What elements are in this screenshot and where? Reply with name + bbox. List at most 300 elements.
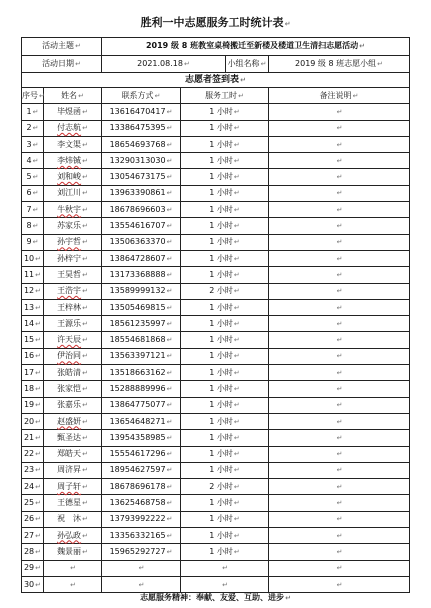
table-row [22, 267, 410, 283]
paragraph-mark-icon: ↵ [35, 580, 42, 589]
phone-cell: 13518663162↵ [102, 365, 181, 381]
paragraph-mark-icon: ↵ [336, 238, 343, 247]
paragraph-mark-icon: ↵ [166, 124, 173, 133]
paragraph-mark-icon: ↵ [35, 564, 42, 573]
paragraph-mark-icon: ↵ [166, 173, 173, 182]
service-hours-cell: 1 小时↵ [181, 169, 269, 185]
paragraph-mark-icon: ↵ [233, 482, 240, 491]
note-cell [269, 430, 410, 446]
paragraph-mark-icon: ↵ [222, 580, 228, 589]
paragraph-mark-icon: ↵ [233, 499, 240, 508]
column-header-no: 序号↵ [22, 88, 44, 104]
note-cell [269, 299, 410, 315]
paragraph-mark-icon: ↵ [336, 254, 343, 263]
paragraph-mark-icon: ↵ [285, 594, 291, 602]
paragraph-mark-icon: ↵ [233, 319, 240, 328]
volunteer-name-cell: 王昊哲↵ [44, 267, 102, 283]
paragraph-mark-icon: ↵ [166, 499, 173, 508]
paragraph-mark-icon: ↵ [336, 450, 343, 459]
service-hours-cell: 1 小时↵ [181, 316, 269, 332]
table-row [22, 283, 410, 299]
service-hours-cell: 1 小时↵ [181, 250, 269, 266]
row-number-cell: 7↵ [22, 202, 44, 218]
paragraph-mark-icon: ↵ [166, 205, 173, 214]
page-title: 胜利一中志愿服务工时统计表↵ [140, 16, 291, 29]
service-hours-cell: 1 小时↵ [181, 120, 269, 136]
phone-cell: 13954358985↵ [102, 430, 181, 446]
table-row [22, 528, 410, 544]
paragraph-mark-icon: ↵ [35, 531, 42, 540]
row-number-cell: 25↵ [22, 495, 44, 511]
paragraph-mark-icon: ↵ [82, 515, 88, 524]
table-row [22, 413, 410, 429]
paragraph-mark-icon: ↵ [82, 336, 88, 345]
paragraph-mark-icon: ↵ [233, 336, 240, 345]
service-hours-cell [181, 560, 269, 576]
topic-label-cell: 活动主题↵ [22, 38, 102, 56]
paragraph-mark-icon: ↵ [336, 352, 343, 361]
paragraph-mark-icon: ↵ [336, 384, 343, 393]
service-hours-cell: 1 小时↵ [181, 511, 269, 527]
section-title: 志愿者签到表↵ [22, 73, 410, 88]
table-row [22, 511, 410, 527]
row-number-cell: 19↵ [22, 397, 44, 413]
paragraph-mark-icon: ↵ [35, 319, 42, 328]
paragraph-mark-icon: ↵ [233, 531, 240, 540]
paragraph-mark-icon: ↵ [82, 173, 88, 182]
paragraph-mark-icon: ↵ [233, 433, 240, 442]
row-number-cell: 12↵ [22, 283, 44, 299]
paragraph-mark-icon: ↵ [336, 319, 343, 328]
phone-cell: 15288889996↵ [102, 381, 181, 397]
volunteer-name-cell [44, 576, 102, 592]
table-row [22, 365, 410, 381]
phone-cell: 13654648271↵ [102, 413, 181, 429]
paragraph-mark-icon: ↵ [233, 222, 240, 231]
group-value-cell: 2019 级 8 班志愿小组↵ [269, 55, 410, 73]
phone-cell: 13625468758↵ [102, 495, 181, 511]
paragraph-mark-icon: ↵ [336, 336, 343, 345]
paragraph-mark-icon: ↵ [82, 417, 88, 426]
table-row [22, 495, 410, 511]
paragraph-mark-icon: ↵ [35, 352, 42, 361]
paragraph-mark-icon: ↵ [35, 254, 42, 263]
paragraph-mark-icon: ↵ [35, 547, 42, 556]
row-number-cell: 2↵ [22, 120, 44, 136]
note-cell [269, 234, 410, 250]
table-row [22, 169, 410, 185]
paragraph-mark-icon: ↵ [336, 189, 343, 198]
volunteer-name-cell: 魏景丽↵ [44, 544, 102, 560]
table-row [22, 299, 410, 315]
table-row [22, 544, 410, 560]
table-row [22, 332, 410, 348]
phone-cell: 18678696178↵ [102, 479, 181, 495]
paragraph-mark-icon: ↵ [82, 450, 88, 459]
row-number-cell: 28↵ [22, 544, 44, 560]
service-hours-cell: 2 小时↵ [181, 479, 269, 495]
paragraph-mark-icon: ↵ [336, 156, 343, 165]
paragraph-mark-icon: ↵ [82, 124, 88, 133]
service-hours-cell: 1 小时↵ [181, 234, 269, 250]
table-row [22, 446, 410, 462]
phone-cell: 13864728607↵ [102, 250, 181, 266]
phone-cell: 13963390861↵ [102, 185, 181, 201]
paragraph-mark-icon: ↵ [35, 401, 42, 410]
phone-cell: 15554617296↵ [102, 446, 181, 462]
table-row [22, 153, 410, 169]
row-number-cell: 1↵ [22, 104, 44, 120]
paragraph-mark-icon: ↵ [336, 482, 343, 491]
volunteer-name-cell: 王源乐↵ [44, 316, 102, 332]
row-number-cell: 23↵ [22, 462, 44, 478]
volunteer-name-cell: 郑皓天↵ [44, 446, 102, 462]
column-header-row [22, 88, 410, 104]
phone-cell: 18561235997↵ [102, 316, 181, 332]
paragraph-mark-icon: ↵ [82, 238, 88, 247]
service-hours-cell: 1 小时↵ [181, 397, 269, 413]
table-row [22, 576, 410, 592]
volunteer-name-cell: 孙弘政↵ [44, 528, 102, 544]
volunteer-name-cell: 孙宇哲↵ [44, 234, 102, 250]
paragraph-mark-icon: ↵ [82, 352, 88, 361]
note-cell [269, 479, 410, 495]
table-row [22, 185, 410, 201]
phone-cell [102, 576, 181, 592]
phone-cell: 13290313030↵ [102, 153, 181, 169]
volunteer-name-cell: 伊治同↵ [44, 348, 102, 364]
row-number-cell: 4↵ [22, 153, 44, 169]
volunteer-name-cell: 李炜铖↵ [44, 153, 102, 169]
service-hours-cell: 1 小时↵ [181, 299, 269, 315]
row-number-cell: 24↵ [22, 479, 44, 495]
paragraph-mark-icon: ↵ [138, 564, 145, 573]
paragraph-mark-icon: ↵ [166, 107, 173, 116]
volunteer-name-cell: 付志航↵ [44, 120, 102, 136]
paragraph-mark-icon: ↵ [233, 515, 240, 524]
paragraph-mark-icon: ↵ [336, 368, 343, 377]
row-number-cell: 14↵ [22, 316, 44, 332]
note-cell [269, 397, 410, 413]
paragraph-mark-icon: ↵ [233, 189, 240, 198]
phone-cell: 13386475395↵ [102, 120, 181, 136]
note-cell [269, 283, 410, 299]
volunteer-name-cell: 周济昇↵ [44, 462, 102, 478]
row-number-cell: 22↵ [22, 446, 44, 462]
paragraph-mark-icon: ↵ [336, 433, 343, 442]
paragraph-mark-icon: ↵ [233, 352, 240, 361]
paragraph-mark-icon: ↵ [233, 303, 240, 312]
date-value-cell: 2021.08.18↵ [102, 55, 226, 73]
volunteer-name-cell: 王梓林↵ [44, 299, 102, 315]
volunteer-name-cell: 王浩宇↵ [44, 283, 102, 299]
paragraph-mark-icon: ↵ [166, 336, 173, 345]
note-cell [269, 202, 410, 218]
volunteer-name-cell: 张家恺↵ [44, 381, 102, 397]
paragraph-mark-icon: ↵ [166, 319, 173, 328]
paragraph-mark-icon: ↵ [32, 189, 39, 198]
note-cell [269, 136, 410, 152]
activity-topic-row [22, 38, 410, 56]
paragraph-mark-icon: ↵ [82, 547, 88, 556]
paragraph-mark-icon: ↵ [82, 368, 88, 377]
paragraph-mark-icon: ↵ [82, 433, 88, 442]
paragraph-mark-icon: ↵ [166, 417, 173, 426]
paragraph-mark-icon: ↵ [166, 450, 173, 459]
table-row [22, 560, 410, 576]
phone-cell: 13506363370↵ [102, 234, 181, 250]
paragraph-mark-icon: ↵ [70, 580, 76, 589]
phone-cell: 18954627597↵ [102, 462, 181, 478]
paragraph-mark-icon: ↵ [35, 270, 42, 279]
paragraph-mark-icon: ↵ [82, 319, 88, 328]
paragraph-mark-icon: ↵ [166, 287, 173, 296]
paragraph-mark-icon: ↵ [166, 189, 173, 198]
paragraph-mark-icon: ↵ [70, 564, 76, 573]
paragraph-mark-icon: ↵ [35, 482, 42, 491]
phone-cell: 18654693768↵ [102, 136, 181, 152]
row-number-cell: 3↵ [22, 136, 44, 152]
service-hours-cell: 1 小时↵ [181, 462, 269, 478]
service-hours-cell: 1 小时↵ [181, 413, 269, 429]
paragraph-mark-icon: ↵ [336, 173, 343, 182]
note-cell [269, 250, 410, 266]
service-hours-cell: 1 小时↵ [181, 185, 269, 201]
paragraph-mark-icon: ↵ [166, 531, 173, 540]
paragraph-mark-icon: ↵ [32, 173, 39, 182]
note-cell [269, 332, 410, 348]
volunteer-name-cell: 苏家乐↵ [44, 218, 102, 234]
note-cell [269, 413, 410, 429]
column-header-note: 备注说明↵ [269, 88, 410, 104]
row-number-cell: 5↵ [22, 169, 44, 185]
note-cell [269, 495, 410, 511]
paragraph-mark-icon: ↵ [32, 107, 39, 116]
paragraph-mark-icon: ↵ [166, 303, 173, 312]
paragraph-mark-icon: ↵ [336, 205, 343, 214]
paragraph-mark-icon: ↵ [233, 238, 240, 247]
paragraph-mark-icon: ↵ [82, 384, 88, 393]
paragraph-mark-icon: ↵ [166, 433, 173, 442]
column-header-phone: 联系方式↵ [102, 88, 181, 104]
service-hours-cell: 2 小时↵ [181, 283, 269, 299]
table-row [22, 348, 410, 364]
paragraph-mark-icon: ↵ [233, 156, 240, 165]
paragraph-mark-icon: ↵ [82, 287, 88, 296]
phone-cell: 13356332165↵ [102, 528, 181, 544]
paragraph-mark-icon: ↵ [35, 368, 42, 377]
paragraph-mark-icon: ↵ [82, 499, 88, 508]
paragraph-mark-icon: ↵ [166, 140, 173, 149]
note-cell [269, 120, 410, 136]
paragraph-mark-icon: ↵ [336, 140, 343, 149]
paragraph-mark-icon: ↵ [233, 205, 240, 214]
volunteer-name-cell: 祝 沐↵ [44, 511, 102, 527]
service-hours-cell: 1 小时↵ [181, 136, 269, 152]
table-row [22, 202, 410, 218]
note-cell [269, 462, 410, 478]
table-row [22, 250, 410, 266]
paragraph-mark-icon: ↵ [166, 547, 173, 556]
volunteer-hours-table [21, 37, 410, 593]
table-row [22, 316, 410, 332]
topic-value-cell: 2019 级 8 班教室桌椅搬迁至新楼及楼道卫生清扫志愿活动↵ [102, 38, 410, 56]
service-hours-cell [181, 576, 269, 592]
phone-cell: 13589999132↵ [102, 283, 181, 299]
paragraph-mark-icon: ↵ [35, 384, 42, 393]
note-cell [269, 576, 410, 592]
phone-cell [102, 560, 181, 576]
paragraph-mark-icon: ↵ [233, 107, 240, 116]
note-cell [269, 185, 410, 201]
note-cell [269, 365, 410, 381]
service-hours-cell: 1 小时↵ [181, 218, 269, 234]
row-number-cell: 29↵ [22, 560, 44, 576]
paragraph-mark-icon: ↵ [336, 222, 343, 231]
row-number-cell: 26↵ [22, 511, 44, 527]
row-number-cell: 17↵ [22, 365, 44, 381]
paragraph-mark-icon: ↵ [222, 564, 228, 573]
row-number-cell: 20↵ [22, 413, 44, 429]
note-cell [269, 544, 410, 560]
paragraph-mark-icon: ↵ [166, 156, 173, 165]
section-title-row [22, 73, 410, 88]
footer-slogan: 志愿服务精神：奉献、友爱、互助、进步↵ [140, 593, 291, 602]
volunteer-name-cell: 王德星↵ [44, 495, 102, 511]
paragraph-mark-icon: ↵ [233, 287, 240, 296]
paragraph-mark-icon: ↵ [233, 547, 240, 556]
service-hours-cell: 1 小时↵ [181, 202, 269, 218]
phone-cell: 13054673175↵ [102, 169, 181, 185]
table-row [22, 462, 410, 478]
volunteer-name-cell: 孙梓宁↵ [44, 250, 102, 266]
row-number-cell: 27↵ [22, 528, 44, 544]
paragraph-mark-icon: ↵ [82, 482, 88, 491]
paragraph-mark-icon: ↵ [233, 173, 240, 182]
service-hours-cell: 1 小时↵ [181, 267, 269, 283]
paragraph-mark-icon: ↵ [35, 287, 42, 296]
paragraph-mark-icon: ↵ [336, 417, 343, 426]
date-label-cell: 活动日期↵ [22, 55, 102, 73]
row-number-cell: 10↵ [22, 250, 44, 266]
volunteer-name-cell: 周子轩↵ [44, 479, 102, 495]
service-hours-cell: 1 小时↵ [181, 446, 269, 462]
service-hours-cell: 1 小时↵ [181, 495, 269, 511]
paragraph-mark-icon: ↵ [336, 547, 343, 556]
volunteer-name-cell: 牛秋宇↵ [44, 202, 102, 218]
table-row [22, 381, 410, 397]
service-hours-cell: 1 小时↵ [181, 332, 269, 348]
note-cell [269, 348, 410, 364]
paragraph-mark-icon: ↵ [166, 368, 173, 377]
note-cell [269, 560, 410, 576]
service-hours-cell: 1 小时↵ [181, 430, 269, 446]
note-cell [269, 104, 410, 120]
paragraph-mark-icon: ↵ [35, 303, 42, 312]
volunteer-name-cell: 李文渠↵ [44, 136, 102, 152]
paragraph-mark-icon: ↵ [166, 482, 173, 491]
paragraph-mark-icon: ↵ [166, 270, 173, 279]
column-header-name: 姓名↵ [44, 88, 102, 104]
row-number-cell: 9↵ [22, 234, 44, 250]
paragraph-mark-icon: ↵ [32, 156, 39, 165]
paragraph-mark-icon: ↵ [233, 466, 240, 475]
volunteer-name-cell: 张皓清↵ [44, 365, 102, 381]
row-number-cell: 18↵ [22, 381, 44, 397]
phone-cell: 13554616707↵ [102, 218, 181, 234]
note-cell [269, 316, 410, 332]
service-hours-cell: 1 小时↵ [181, 348, 269, 364]
paragraph-mark-icon: ↵ [32, 124, 39, 133]
group-label-cell: 小组名称↵ [226, 55, 269, 73]
paragraph-mark-icon: ↵ [166, 352, 173, 361]
phone-cell: 13173368888↵ [102, 267, 181, 283]
paragraph-mark-icon: ↵ [82, 401, 88, 410]
paragraph-mark-icon: ↵ [233, 254, 240, 263]
service-hours-cell: 1 小时↵ [181, 153, 269, 169]
note-cell [269, 267, 410, 283]
paragraph-mark-icon: ↵ [82, 254, 88, 263]
row-number-cell: 21↵ [22, 430, 44, 446]
note-cell [269, 528, 410, 544]
phone-cell: 13864775077↵ [102, 397, 181, 413]
table-row [22, 234, 410, 250]
note-cell [269, 169, 410, 185]
volunteer-name-cell: 张嘉乐↵ [44, 397, 102, 413]
paragraph-mark-icon: ↵ [82, 222, 88, 231]
phone-cell: 13616470417↵ [102, 104, 181, 120]
table-row [22, 120, 410, 136]
paragraph-mark-icon: ↵ [35, 417, 42, 426]
volunteer-name-cell: 甄圣达↵ [44, 430, 102, 446]
paragraph-mark-icon: ↵ [233, 140, 240, 149]
note-cell [269, 446, 410, 462]
note-cell [269, 218, 410, 234]
paragraph-mark-icon: ↵ [166, 254, 173, 263]
paragraph-mark-icon: ↵ [32, 222, 39, 231]
paragraph-mark-icon: ↵ [284, 20, 291, 28]
paragraph-mark-icon: ↵ [336, 270, 343, 279]
paragraph-mark-icon: ↵ [138, 580, 145, 589]
paragraph-mark-icon: ↵ [336, 303, 343, 312]
row-number-cell: 11↵ [22, 267, 44, 283]
paragraph-mark-icon: ↵ [32, 238, 39, 247]
row-number-cell: 8↵ [22, 218, 44, 234]
volunteer-name-cell: 赵盛妍↵ [44, 413, 102, 429]
paragraph-mark-icon: ↵ [35, 499, 42, 508]
paragraph-mark-icon: ↵ [82, 531, 88, 540]
paragraph-mark-icon: ↵ [35, 466, 42, 475]
paragraph-mark-icon: ↵ [82, 189, 88, 198]
volunteer-name-cell [44, 560, 102, 576]
paragraph-mark-icon: ↵ [32, 140, 39, 149]
service-hours-cell: 1 小时↵ [181, 365, 269, 381]
row-number-cell: 15↵ [22, 332, 44, 348]
note-cell [269, 153, 410, 169]
note-cell [269, 511, 410, 527]
volunteer-name-cell: 许天辰↵ [44, 332, 102, 348]
paragraph-mark-icon: ↵ [233, 270, 240, 279]
service-hours-cell: 1 小时↵ [181, 528, 269, 544]
paragraph-mark-icon: ↵ [336, 124, 343, 133]
paragraph-mark-icon: ↵ [233, 401, 240, 410]
paragraph-mark-icon: ↵ [336, 401, 343, 410]
paragraph-mark-icon: ↵ [233, 124, 240, 133]
paragraph-mark-icon: ↵ [336, 107, 343, 116]
table-row [22, 479, 410, 495]
paragraph-mark-icon: ↵ [166, 515, 173, 524]
phone-cell: 18678696603↵ [102, 202, 181, 218]
